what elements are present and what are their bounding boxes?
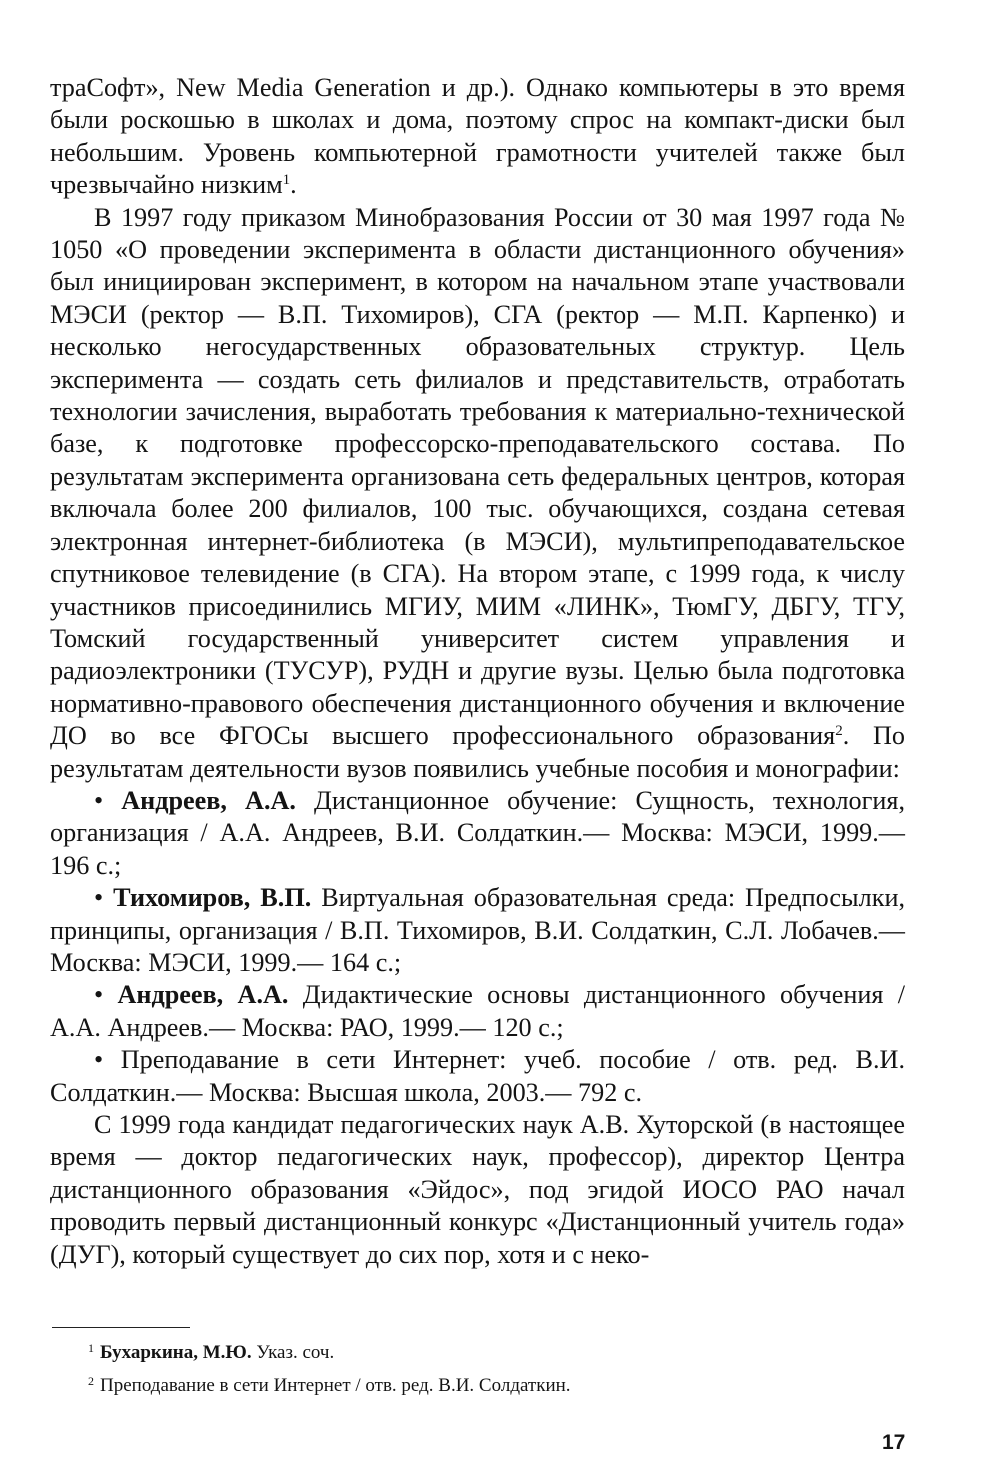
footnote-ref-1: 1 xyxy=(282,172,291,189)
list-item: • Андреев, А.А. Дистанционное обучение: Сущность, технология, организация / А.А. Андреев, В.И. Солдаткин.— Москва: МЭСИ, 1999.— 196 с.; xyxy=(50,785,906,880)
footnote-ref-2: 2 xyxy=(835,723,843,740)
footnotes xyxy=(88,1336,898,1402)
footnote-1: $^1$ Бухаркина, М.Ю. Указ. соч. xyxy=(88,1341,335,1363)
list-item: • Преподавание в сети Интернет: учеб. пособие / отв. ред. В.И. Солдаткин.— Москва: Высшая школа, 2003.— 792 с. xyxy=(50,1045,905,1107)
list-item: • Тихомиров, В.П. Виртуальная образовательная среда: Предпосылки, принципы, организация / В.П. Тихомиров, В.И. Солдаткин, С.Л. Лобачев.— Москва: МЭСИ, 1999.— 164 с.; xyxy=(50,883,905,977)
footnote-author: Бухаркина, М.Ю. xyxy=(100,1342,252,1363)
bib-author: Тихомиров, В.П. xyxy=(113,883,312,913)
bib-author: Андреев, А.А. xyxy=(121,785,296,815)
list-item: • Андреев, А.А. Дидактические основы дистанционного обучения / А.А. Андреев.— Москва: РАО, 1999.— 120 с.; xyxy=(50,980,905,1042)
bib-author: Андреев, А.А. xyxy=(117,980,289,1010)
page-number: 17 xyxy=(882,1431,906,1454)
paragraph-khutorskoy: С 1999 года кандидат педагогических наук А.В. Хуторской (в настоящее время — доктор педагогических наук, профессор), директор Центра дистанционного образования «Эйдос», под эгидой ИОСО РАО начал проводить первый дистанционный конкурс «Дистанционный учитель года» (ДУГ), который существует до сих пор, хотя и с неко- xyxy=(50,1110,905,1269)
paragraph-continuation: траСофт», New Media Generation и др.). Однако компьютеры в это время были роскошью в школах и дома, поэтому спрос на компакт-диски был небольшим. Уровень компьютерной грамотности учителей также был чрезвычайно низким$^1$. xyxy=(50,73,905,200)
footnote-2: $^2$ Преподавание в сети Интернет / отв. ред. В.И. Солдаткин. xyxy=(88,1374,571,1396)
footnote-divider xyxy=(52,1327,190,1328)
body-text xyxy=(50,72,905,1271)
paragraph-experiment: В 1997 году приказом Минобразования России от 30 мая 1997 года № 1050 «О проведении эксперимента в области дистанционного обучения» был инициирован эксперимент, в котором на начальном этапе участвовали МЭСИ (ректор — В.П. Тихомиров), СГА (ректор — М.П. Карпенко) и несколько негосударственных образовательных структур. Цель эксперимента — создать сеть филиалов и представительств, отработать технологии зачисления, выработать требования к материально-технической базе, к подготовке профессорско-преподавательского состава. По результатам эксперимента организована сеть федеральных центров, которая включала более 200 филиалов, 100 тыс. обучающихся, создана сетевая электронная интернет-библиотека (в МЭСИ), мультипреподавательское спутниковое телевидение (в СГА). На втором этапе, с 1999 года, к числу участников присоединились МГИУ, МИМ «ЛИНК», ТюмГУ, ДБГУ, ТГУ, Томский государственный университет систем управления и радиоэлектроники (ТУСУР), РУДН и другие вузы. Целью была подготовка нормативно-правового обеспечения дистанционного обучения и включение ДО во все ФГОСы высшего профессионального образования$^2$. По результатам деятельности вузов появились учебные пособия и монографии: xyxy=(50,202,905,783)
